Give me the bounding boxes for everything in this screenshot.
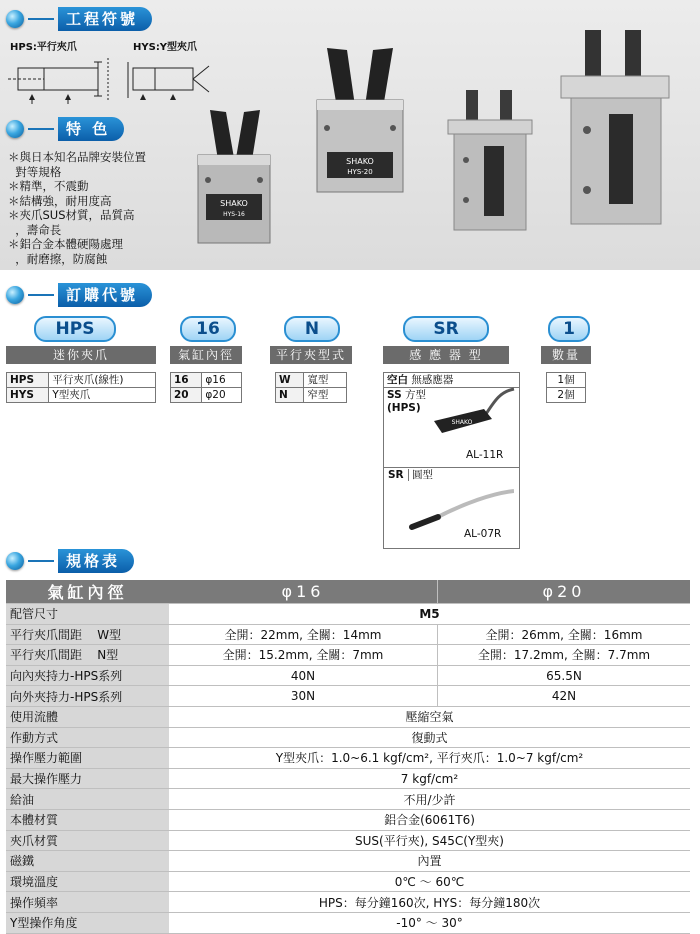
- spec-header-20: φ20: [438, 580, 691, 604]
- spec-row: [6, 604, 690, 625]
- spec-row: [6, 789, 690, 810]
- order-code-series: HPS: [34, 316, 116, 342]
- product-model: HYS-16: [223, 211, 245, 218]
- table-row: [7, 373, 156, 388]
- section-title: 訂購代號: [58, 283, 152, 307]
- section-header-symbols: [6, 7, 152, 31]
- sensor-row-none: [384, 373, 519, 388]
- spec-table: [6, 580, 690, 934]
- spec-row: [6, 851, 690, 872]
- spec-label: 操作頻率: [6, 892, 169, 913]
- order-code-table: [275, 372, 347, 403]
- code-key: SR: [384, 469, 409, 481]
- order-code-sensor: SR: [403, 316, 489, 342]
- spec-header-16: φ16: [169, 580, 438, 604]
- feature-line: ＊與日本知名品牌安裝位置: [8, 150, 146, 164]
- spec-row: [6, 706, 690, 727]
- code-key: 16: [171, 373, 202, 388]
- spec-row: [6, 809, 690, 830]
- spec-value-20: 65.5N: [438, 665, 691, 686]
- spec-row: [6, 645, 690, 666]
- product-image-hps20: [555, 30, 675, 230]
- feature-line: ＊結構強，耐用度高: [8, 193, 112, 208]
- product-image-hys20: [305, 48, 415, 198]
- table-row: [171, 388, 242, 403]
- spec-label: 本體材質: [6, 809, 169, 830]
- code-desc: 方型: [405, 389, 426, 401]
- spec-value-20: 42N: [438, 686, 691, 707]
- spec-value-20: 全開：17.2mm, 全關：7.7mm: [438, 645, 691, 666]
- code-key: 空白: [387, 374, 408, 386]
- sensor-hps-note: (HPS): [387, 402, 421, 414]
- spec-value-20: 全開：26mm, 全關：16mm: [438, 624, 691, 645]
- code-key: W: [276, 373, 304, 388]
- order-code-title: 數量: [541, 346, 591, 364]
- code-desc: 圓型: [412, 469, 433, 481]
- round-sensor-image: [394, 483, 514, 533]
- table-row: [171, 373, 242, 388]
- hys-symbol-diagram: [125, 54, 215, 106]
- product-model: HYS-20: [347, 168, 373, 176]
- header-line: [28, 18, 54, 20]
- spec-row: [6, 748, 690, 769]
- spec-header-label: 氣缸內徑: [6, 580, 169, 604]
- table-row: [276, 373, 347, 388]
- code-desc: φ20: [202, 388, 242, 403]
- bullet-ball-icon: [6, 10, 24, 28]
- order-code-title: 平行夾型式: [270, 346, 352, 364]
- spec-label: 作動方式: [6, 727, 169, 748]
- spec-value: M5: [169, 604, 690, 625]
- spec-value: 0℃ ～ 60℃: [169, 871, 690, 892]
- spec-value-16: 全開：15.2mm, 全關：7mm: [169, 645, 438, 666]
- code-key: HYS: [7, 388, 49, 403]
- spec-value: SUS(平行夾), S45C(Y型夾): [169, 830, 690, 851]
- features-list: [8, 150, 198, 266]
- spec-value-16: 40N: [169, 665, 438, 686]
- sensor-model-al11r: AL-11R: [466, 449, 504, 461]
- header-line: [28, 128, 54, 130]
- spec-label: 磁鐵: [6, 851, 169, 872]
- section-title: 特 色: [58, 117, 124, 141]
- spec-row: [6, 686, 690, 707]
- product-brand: SHAKO: [346, 157, 374, 166]
- code-key: HPS: [7, 373, 49, 388]
- section-title: 工程符號: [58, 7, 152, 31]
- section-header-order: [6, 283, 152, 307]
- product-brand: SHAKO: [220, 199, 248, 208]
- bullet-ball-icon: [6, 120, 24, 138]
- symbol-label-hys: HYS:Y型夾爪: [133, 42, 198, 53]
- feature-line: ＊夾爪SUS材質，品質高: [8, 208, 135, 222]
- spec-value: 復動式: [169, 727, 690, 748]
- spec-value: 內置: [169, 851, 690, 872]
- sensor-row-round: [384, 467, 519, 482]
- code-desc: 寬型: [304, 373, 347, 388]
- code-desc: φ16: [202, 373, 242, 388]
- code-key: SS: [387, 389, 402, 401]
- code-key: 20: [171, 388, 202, 403]
- code-desc: 2個: [547, 388, 586, 403]
- spec-value-16: 30N: [169, 686, 438, 707]
- table-row: [276, 388, 347, 403]
- spec-label: 夾爪材質: [6, 830, 169, 851]
- spec-label: 平行夾爪間距 W型: [6, 624, 169, 645]
- code-desc: Y型夾爪: [49, 388, 156, 403]
- section-title: 規格表: [58, 549, 134, 573]
- spec-label: 向外夾持力-HPS系列: [6, 686, 169, 707]
- spec-row: [6, 871, 690, 892]
- feature-line: 對等規格: [8, 164, 62, 179]
- bullet-ball-icon: [6, 552, 24, 570]
- product-image-hps16: [440, 90, 540, 235]
- spec-row: [6, 768, 690, 789]
- sensor-model-al07r: AL-07R: [464, 528, 502, 540]
- spec-value: Y型夾爪：1.0~6.1 kgf/cm², 平行夾爪：1.0~7 kgf/cm²: [169, 748, 690, 769]
- spec-value-16: 全開：22mm, 全關：14mm: [169, 624, 438, 645]
- spec-label: 配管尺寸: [6, 604, 169, 625]
- symbol-label-hps: HPS:平行夾爪: [10, 42, 77, 53]
- sensor-options-box: [383, 372, 520, 549]
- spec-label: 給油: [6, 789, 169, 810]
- section-header-spec: [6, 549, 134, 573]
- order-code-bore: 16: [180, 316, 236, 342]
- code-desc: 窄型: [304, 388, 347, 403]
- order-code-title: 迷你夾爪: [6, 346, 156, 364]
- product-image-hys16: [188, 100, 283, 250]
- spec-body: [6, 604, 690, 934]
- svg-text:SHAKO: SHAKO: [451, 419, 473, 426]
- feature-line: ，壽命長: [8, 222, 62, 237]
- spec-value: 壓縮空氣: [169, 706, 690, 727]
- header-line: [28, 560, 54, 562]
- spec-value: -10° ～ 30°: [169, 912, 690, 933]
- table-row: [547, 373, 586, 388]
- order-code-table: [6, 372, 156, 403]
- spec-label: 最大操作壓力: [6, 768, 169, 789]
- order-code-qty: 1: [548, 316, 590, 342]
- table-row: [547, 388, 586, 403]
- hps-symbol-diagram: [8, 54, 120, 106]
- square-sensor-image: [424, 387, 519, 457]
- spec-row: [6, 624, 690, 645]
- feature-line: ＊精準，不震動: [8, 179, 89, 193]
- spec-header-row: [6, 580, 690, 604]
- code-key: N: [276, 388, 304, 403]
- spec-label: Y型操作角度: [6, 912, 169, 933]
- spec-value: HPS：每分鐘160次, HYS：每分鐘180次: [169, 892, 690, 913]
- code-desc: 平行夾爪(線性): [49, 373, 156, 388]
- spec-value: 不用/少許: [169, 789, 690, 810]
- spec-row: [6, 892, 690, 913]
- header-line: [28, 294, 54, 296]
- feature-line: ，耐磨擦，防腐蝕: [8, 251, 108, 266]
- spec-label: 操作壓力範圍: [6, 748, 169, 769]
- order-code-title: 氣缸內徑: [170, 346, 242, 364]
- spec-value: 7 kgf/cm²: [169, 768, 690, 789]
- section-header-features: [6, 117, 124, 141]
- spec-row: [6, 665, 690, 686]
- code-desc: 無感應器: [411, 374, 454, 386]
- table-row: [7, 388, 156, 403]
- order-code-title: 感 應 器 型: [383, 346, 509, 364]
- spec-label: 使用流體: [6, 706, 169, 727]
- spec-row: [6, 727, 690, 748]
- order-code-table: [170, 372, 242, 403]
- spec-label: 環境溫度: [6, 871, 169, 892]
- order-code-type: N: [284, 316, 340, 342]
- spec-value: 鋁合金(6061T6): [169, 809, 690, 830]
- order-code-table: [546, 372, 586, 403]
- feature-line: ＊鋁合金本體硬陽處理: [8, 237, 123, 251]
- spec-label: 平行夾爪間距 N型: [6, 645, 169, 666]
- bullet-ball-icon: [6, 286, 24, 304]
- spec-row: [6, 830, 690, 851]
- code-desc: 1個: [547, 373, 586, 388]
- spec-label: 向內夾持力-HPS系列: [6, 665, 169, 686]
